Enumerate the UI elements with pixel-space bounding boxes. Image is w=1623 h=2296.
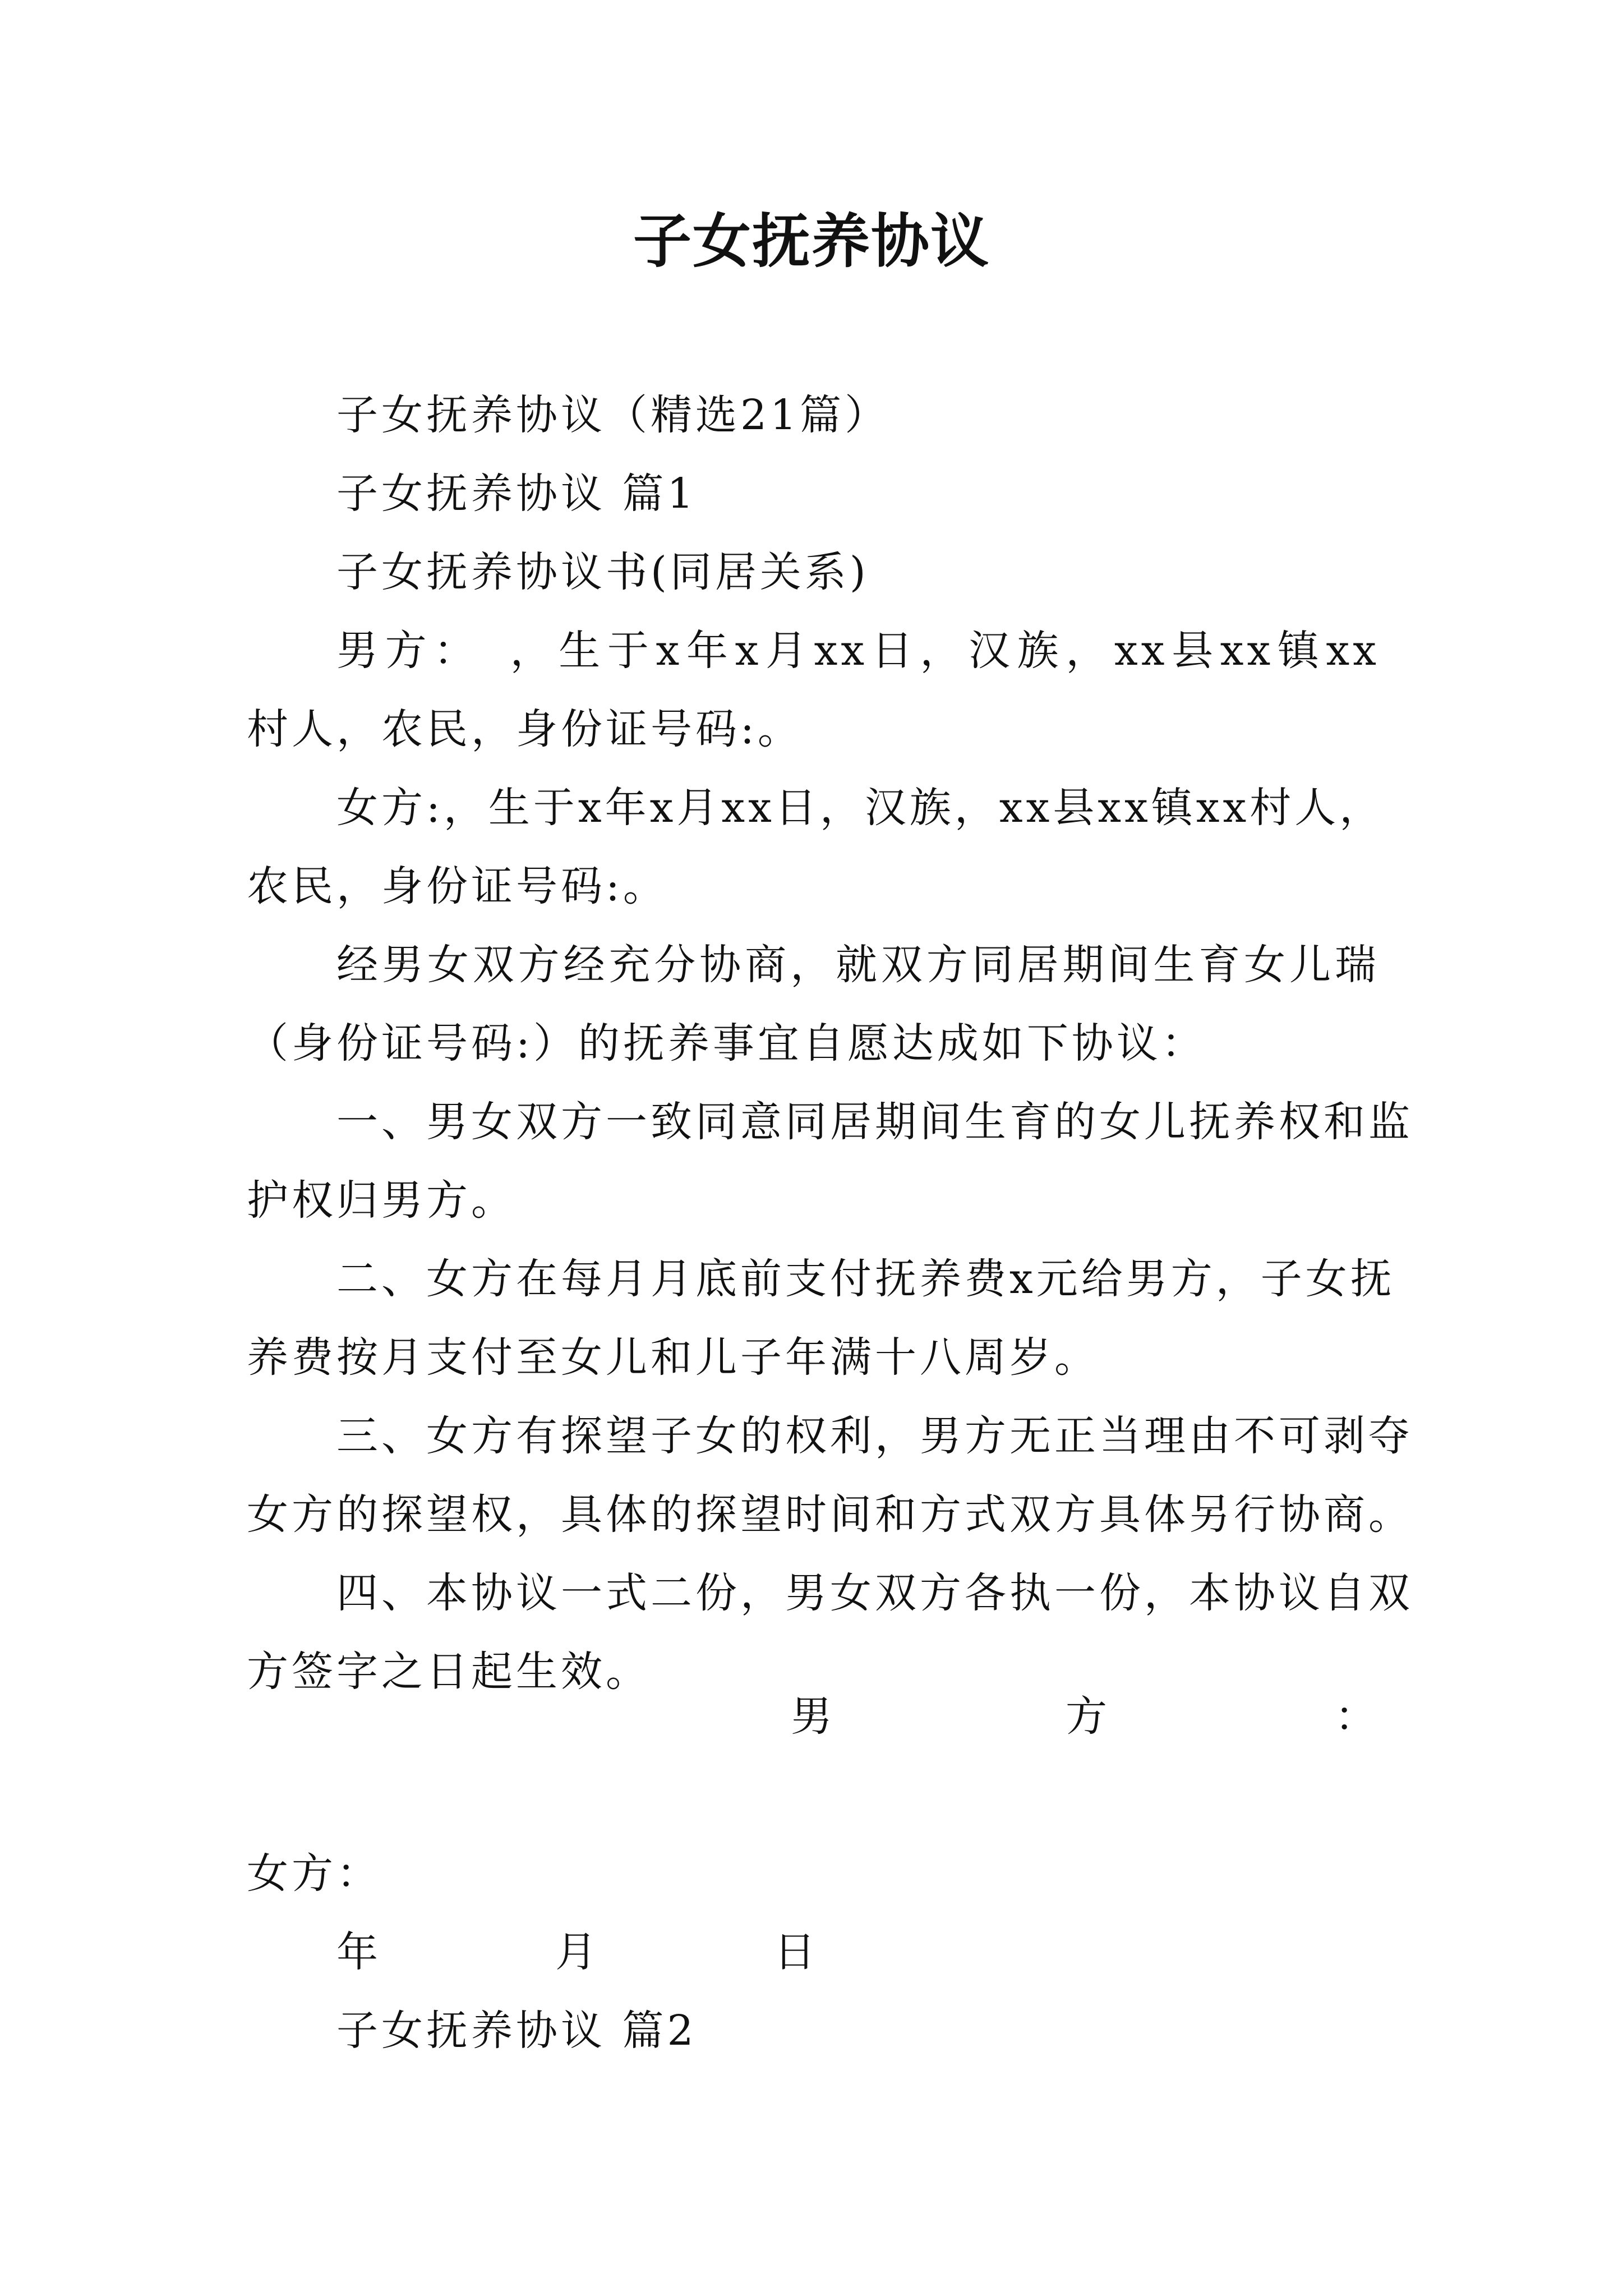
paragraph-line: 女方:，生于x年x月xx日，汉族，xx县xx镇xx村人，	[336, 784, 1385, 832]
signature-male-char2: 方	[1066, 1692, 1110, 1741]
paragraph-line: 农民，身份证号码:。	[247, 862, 668, 910]
date-year-label: 年	[336, 1928, 381, 1976]
section-heading-1: 子女抚养协议 篇1	[336, 470, 697, 518]
signature-male-char1: 男	[791, 1692, 836, 1741]
paragraph-line: 三、女方有探望子女的权利，男方无正当理由不可剥夺	[336, 1412, 1413, 1460]
paragraph-line: 方签字之日起生效。	[247, 1648, 651, 1696]
paragraph-line: 女方的探望权，具体的探望时间和方式双方具体另行协商。	[247, 1490, 1413, 1539]
section-heading-2: 子女抚养协议 篇2	[336, 2007, 697, 2055]
paragraph-line: 养费按月支付至女儿和儿子年满十八周岁。	[247, 1333, 1099, 1382]
paragraph-line: 一、男女双方一致同意同居期间生育的女儿抚养权和监	[336, 1098, 1413, 1146]
agreement-subtitle: 子女抚养协议书(同居关系)	[336, 548, 869, 596]
signature-male-colon: ：	[1335, 1692, 1380, 1741]
paragraph-line: 村人，农民，身份证号码:。	[247, 705, 803, 753]
paragraph-line: 二、女方在每月月底前支付抚养费x元给男方，子女抚	[336, 1255, 1395, 1303]
date-day-label: 日	[774, 1928, 819, 1976]
signature-female-label: 女方：	[247, 1849, 381, 1898]
date-month-label: 月	[555, 1928, 600, 1976]
paragraph-line: 男方： ，生于x年x月xx日，汉族，xx县xx镇xx	[336, 627, 1380, 675]
collection-heading: 子女抚养协议（精选21篇）	[336, 391, 890, 439]
document-title: 子女抚养协议	[633, 206, 990, 275]
paragraph-line: 四、本协议一式二份，男女双方各执一份，本协议自双	[336, 1569, 1413, 1617]
paragraph-line: 经男女双方经充分协商，就双方同居期间生育女儿瑞	[336, 941, 1380, 989]
paragraph-line: 护权归男方。	[247, 1176, 516, 1225]
paragraph-line: （身份证号码:）的抚养事宜自愿达成如下协议：	[247, 1019, 1206, 1068]
